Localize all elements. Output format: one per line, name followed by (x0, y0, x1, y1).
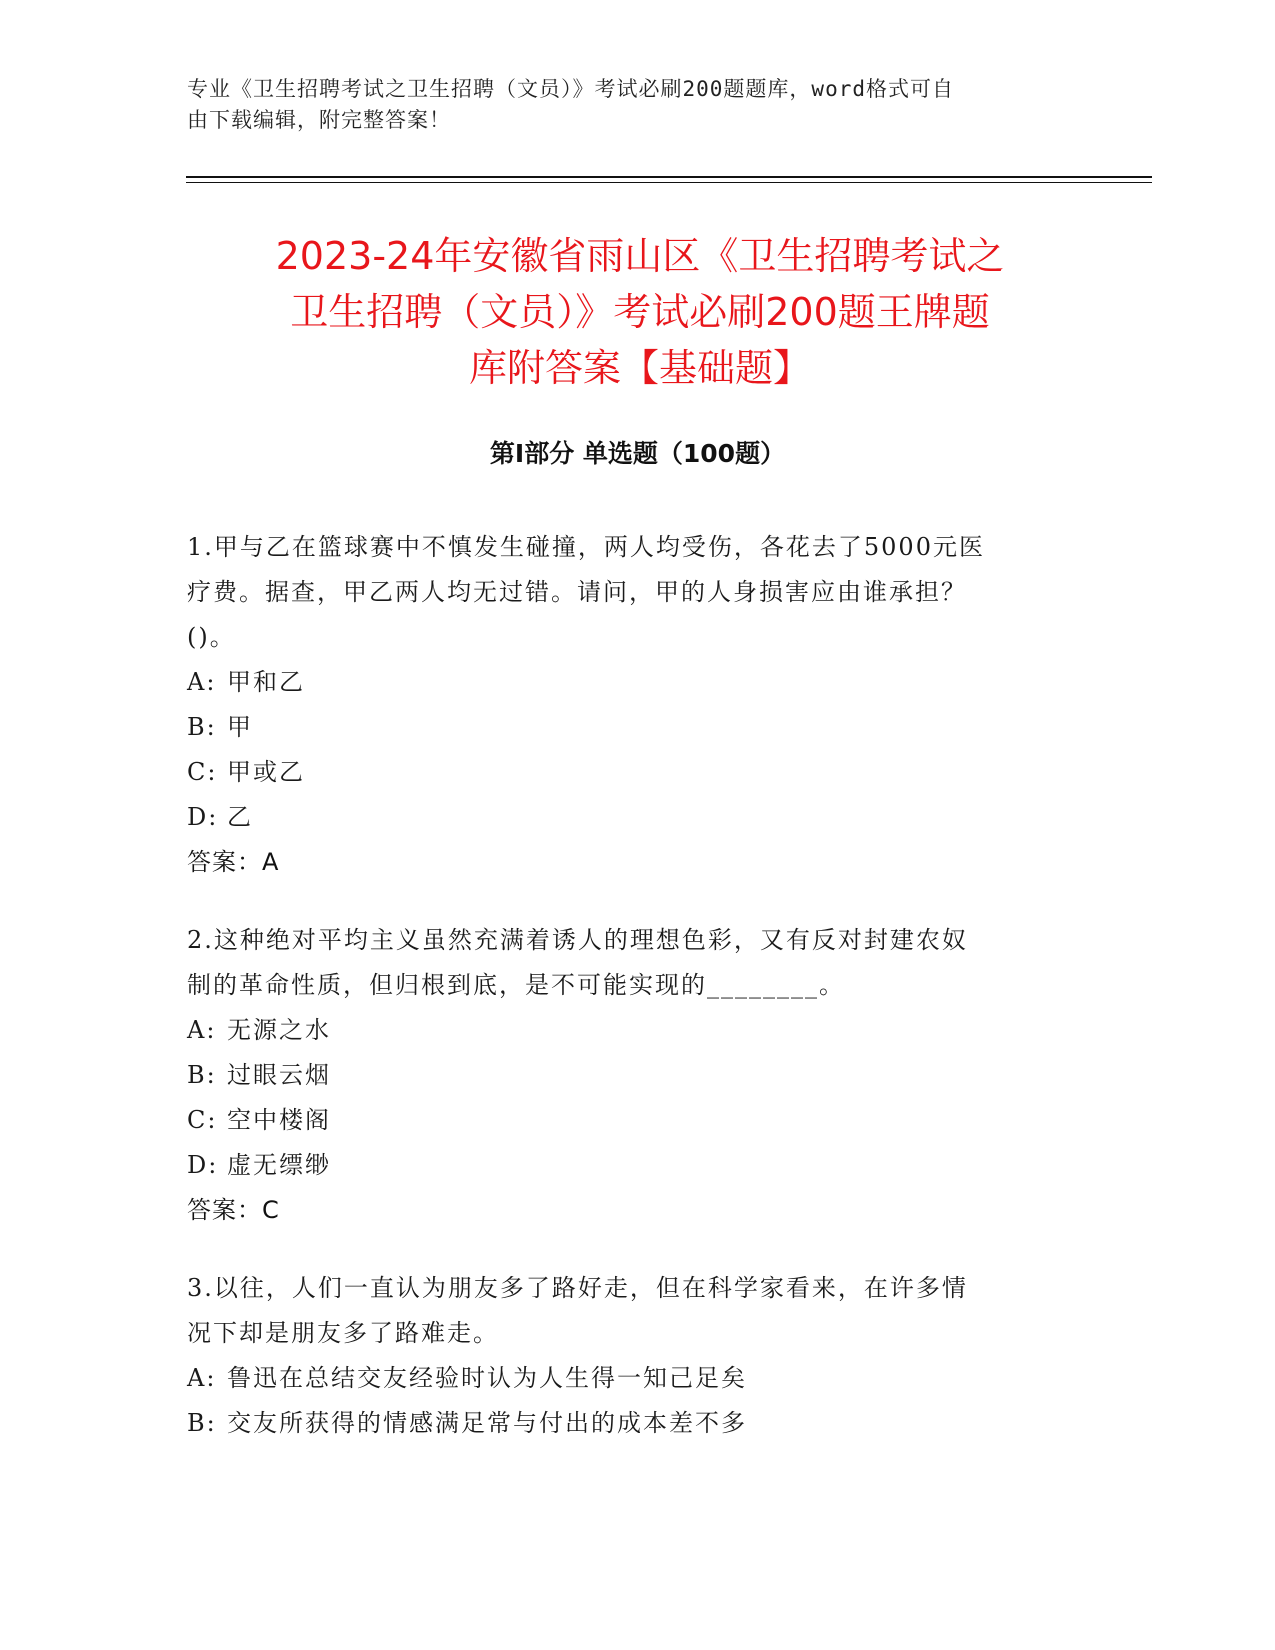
question-stem-line: ()。 (187, 623, 236, 651)
question-option (187, 795, 1077, 840)
option-text: 鲁迅在总结交友经验时认为人生得一知己足矣 (227, 1364, 747, 1392)
document-title-line-3: 库附答案【基础题】 (468, 346, 811, 390)
question-option (187, 1008, 1077, 1053)
question-stem-line: 3.以往，人们一直认为朋友多了路好走，但在科学家看来，在许多情 (187, 1274, 968, 1302)
option-key: C: (187, 1106, 218, 1134)
option-text: 过眼云烟 (227, 1061, 331, 1089)
option-key: B: (187, 1061, 217, 1089)
option-key: A: (187, 668, 217, 696)
question-option (187, 1356, 1077, 1401)
option-key: B: (187, 1409, 217, 1437)
header-note (187, 74, 1067, 136)
question-stem-line: 疗费。据查，甲乙两人均无过错。请问，甲的人身损害应由谁承担？ (187, 578, 967, 606)
question-option (187, 1053, 1077, 1098)
option-text: 空中楼阁 (227, 1106, 331, 1134)
option-text: 乙 (227, 803, 253, 831)
question-option (187, 1401, 1077, 1446)
option-text: 交友所获得的情感满足常与付出的成本差不多 (227, 1409, 747, 1437)
question-stem-line: 制的革命性质，但归根到底，是不可能实现的________。 (187, 971, 845, 999)
document-title-line-2: 卫生招聘（文员）》考试必刷200题王牌题 (290, 290, 990, 334)
question-answer: 答案：C (187, 1196, 280, 1224)
option-key: D: (187, 1151, 219, 1179)
question-option (187, 660, 1077, 705)
question-answer: 答案：A (187, 848, 280, 876)
option-key: A: (187, 1016, 217, 1044)
question-stem-line: 况下却是朋友多了路难走。 (187, 1319, 499, 1347)
question-list (187, 525, 1077, 1479)
document-title-line-1: 2023-24年安徽省雨山区《卫生招聘考试之 (275, 234, 1005, 278)
question-stem-line: 2.这种绝对平均主义虽然充满着诱人的理想色彩，又有反对封建农奴 (187, 926, 968, 954)
question-option (187, 705, 1077, 750)
option-text: 虚无缥缈 (227, 1151, 331, 1179)
question-option (187, 1098, 1077, 1143)
question-2 (187, 918, 1077, 1233)
question-stem-line: 1.甲与乙在篮球赛中不慎发生碰撞，两人均受伤，各花去了5000元医 (187, 533, 985, 561)
option-text: 甲和乙 (227, 668, 305, 696)
option-key: D: (187, 803, 219, 831)
option-text: 甲或乙 (227, 758, 305, 786)
header-rule-thin (186, 182, 1152, 183)
option-key: B: (187, 713, 217, 741)
question-1 (187, 525, 1077, 885)
question-3 (187, 1266, 1077, 1446)
option-key: A: (187, 1364, 217, 1392)
header-rule-thick (186, 176, 1152, 178)
option-text: 甲 (227, 713, 253, 741)
document-title (190, 228, 1090, 396)
option-key: C: (187, 758, 218, 786)
question-option (187, 1143, 1077, 1188)
section-title: 第Ⅰ部分 单选题（100题） (489, 439, 786, 468)
question-option (187, 750, 1077, 795)
header-note-line-1: 专业《卫生招聘考试之卫生招聘（文员）》考试必刷200题题库，word格式可自 (187, 77, 954, 101)
header-note-line-2: 由下载编辑，附完整答案！ (187, 108, 451, 132)
option-text: 无源之水 (227, 1016, 331, 1044)
